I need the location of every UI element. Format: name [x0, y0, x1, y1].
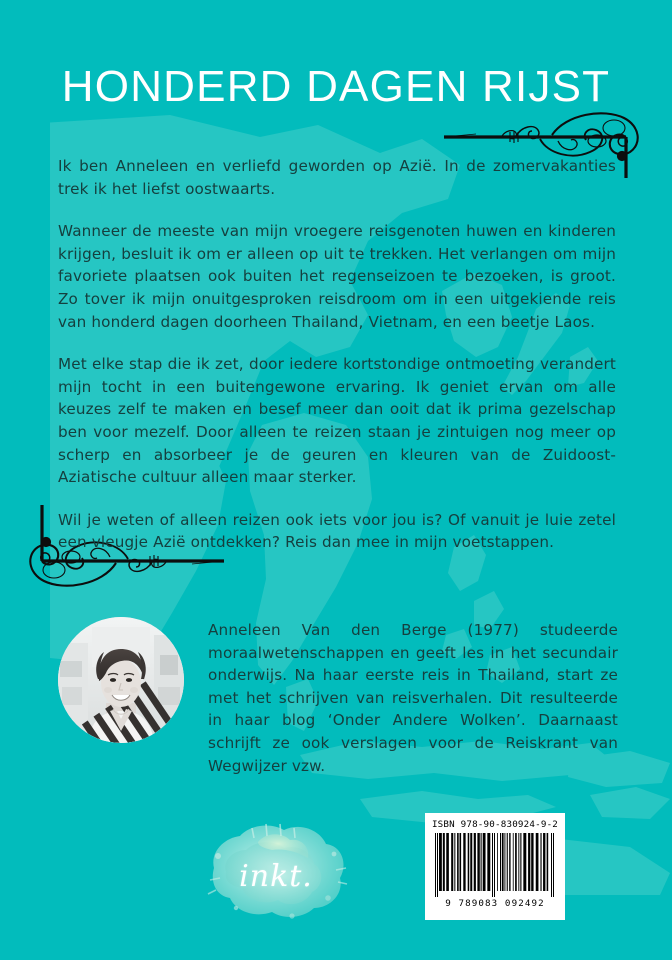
publisher-logo	[196, 812, 356, 928]
author-block	[58, 617, 618, 777]
isbn-barcode-panel	[425, 813, 565, 920]
flourish-dot	[617, 151, 626, 160]
blurb-paragraph: Ik ben Anneleen en verliefd geworden op Azië. In de zomervakanties trek ik het liefst oostwaarts.	[58, 157, 616, 198]
author-bio-paragraph: Anneleen Van den Berge (1977) studeerde moraalwetenschappen en geeft les in het secundair onderwijs. Na haar eerste reis in Thailand, start ze met het schrijven van reisverhalen. Dit resulteerde in haar blog ‘Onder Andere Wolken’. Daarnaast schrijft ze ook verslagen voor de Reiskrant van Wegwijzer vzw.	[208, 621, 618, 775]
flourish-dot	[41, 537, 50, 546]
blurb-paragraph: Met elke stap die ik zet, door iedere kortstondige ontmoeting verandert mijn tocht in een buitengewone ervaring. Ik geniet ervan om alle keuzes zelf te maken en besef meer dan ooit dat ik prima gezelschap ben voor mezelf. Door alleen te reizen staan je zintuigen nog meer op scherp en absorbeer je de geuren en kleuren van de Zuidoost-Aziatische cultuur alleen maar sterker.	[58, 355, 616, 487]
blurb-paragraph: Wanneer de meeste van mijn vroegere reisgenoten huwen en kinderen krijgen, besluit ik om er alleen op uit te trekken. Het verlangen om mijn favoriete plaatsen ook buiten het regenseizoen te bezoeken, is groot. Zo tover ik mijn onuitgesproken reisdroom om in een uitgekiende reis van honderd dagen doorheen Thailand, Vietnam, en een beetje Laos.	[58, 222, 616, 331]
isbn-label: ISBN 978-90-830924-9-2	[431, 819, 559, 830]
author-portrait-image	[58, 617, 184, 743]
barcode-digits: 9 789083 092492	[445, 898, 545, 909]
author-bio-text	[208, 619, 618, 777]
barcode-bars	[435, 833, 555, 897]
publisher-wordmark: inkt.	[239, 858, 313, 894]
blurb-text	[58, 155, 616, 554]
page-title: HONDERD DAGEN RIJST	[61, 62, 611, 111]
blurb-paragraph: Wil je weten of alleen reizen ook iets voor jou is? Of vanuit je luie zetel een vleugje Azië ontdekken? Reis dan mee in mijn voetstappen.	[58, 510, 616, 552]
author-portrait	[58, 617, 184, 743]
